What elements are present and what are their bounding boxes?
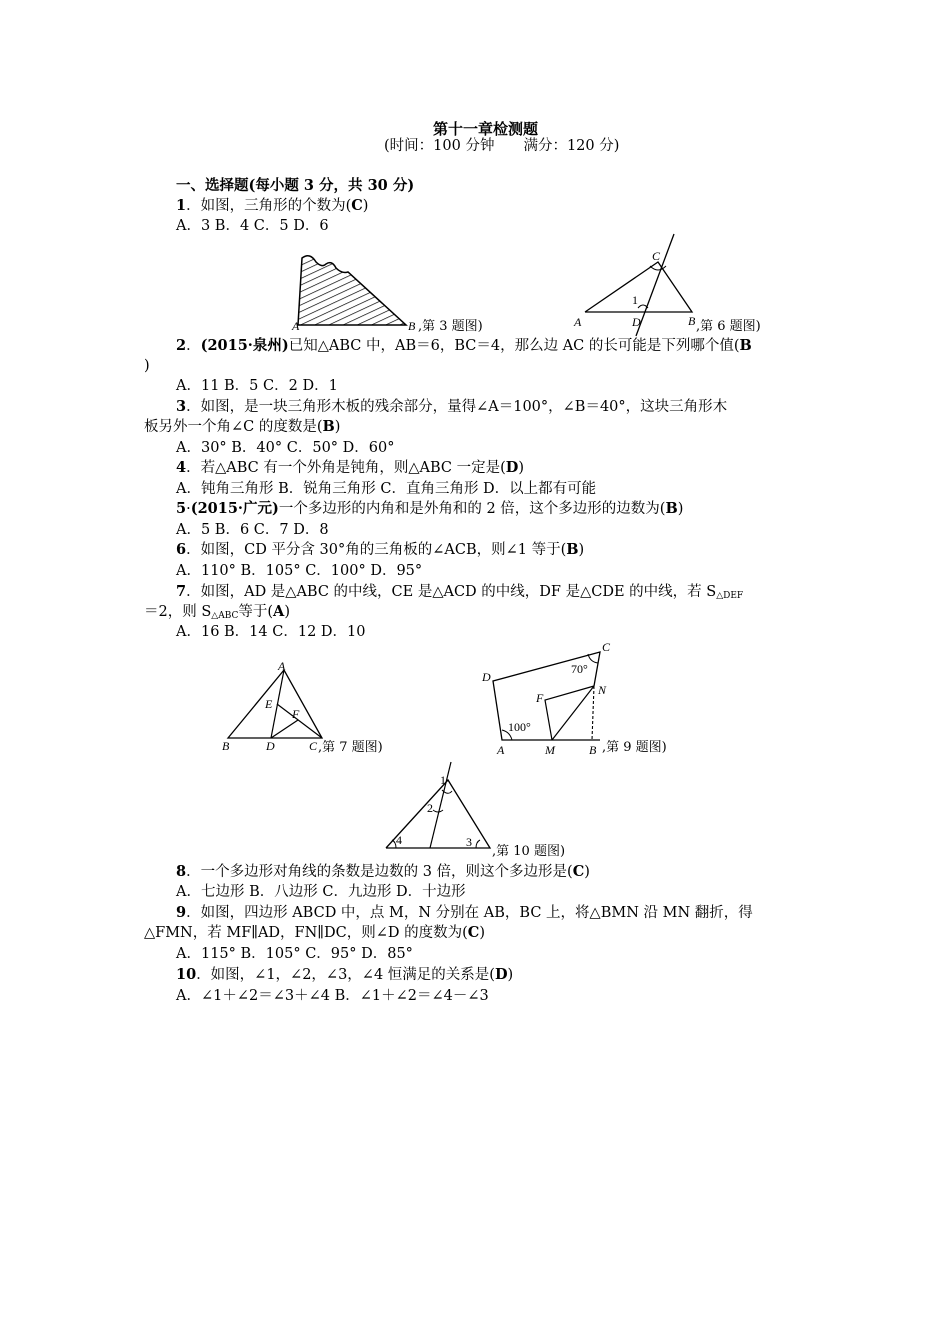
question-text: ＝2，则 S — [144, 604, 212, 620]
paren-close: ) — [578, 542, 585, 558]
question-text: ．若△ABC 有一个外角是钝角，则△ABC 一定是( — [186, 460, 506, 476]
question-text: 等于( — [238, 604, 274, 620]
paren-close: ) — [507, 967, 514, 983]
paren-close: ) — [677, 501, 684, 517]
question-2-options: A．11 B．5 C．2 D．1 — [176, 378, 338, 394]
question-8-options: A．七边形 B．八边形 C．九边形 D．十边形 — [176, 884, 466, 900]
paren-close: ) — [479, 925, 485, 941]
question-source: (2015·广元) — [190, 500, 279, 517]
question-text: ．一个多边形对角线的条数是边数的 3 倍，则这个多边形是( — [186, 864, 573, 880]
answer: B — [739, 337, 752, 354]
question-3-options: A．30° B．40° C．50° D．60° — [176, 440, 395, 456]
question-text: ．如图，CD 平分含 30°角的三角板的∠ACB，则∠1 等于( — [186, 542, 567, 558]
label-b: B — [688, 314, 696, 328]
question-9-cont — [144, 923, 485, 943]
paren-close: ) — [584, 864, 590, 880]
answer: C — [467, 924, 480, 941]
board-shape — [298, 256, 406, 325]
question-1 — [176, 196, 368, 216]
subscript: △ABC — [211, 611, 239, 621]
page-title: 第十一章检测题 — [433, 120, 539, 138]
answer: B — [665, 500, 678, 517]
label-e: E — [265, 697, 273, 711]
question-1-options: A．3 B．4 C．5 D．6 — [176, 218, 329, 234]
label-a: A — [292, 319, 300, 333]
question-text: ．如图，AD 是△ABC 的中线，CE 是△ACD 的中线，DF 是△CDE 的中线，若 S — [186, 584, 717, 600]
label-b: B — [222, 739, 230, 753]
section-heading: 一、选择题(每小题 3 分，共 30 分) — [176, 177, 415, 194]
question-text: 一个多边形的内角和是外角和的 2 倍，这个多边形的边数为( — [278, 501, 666, 517]
question-text: ．如图，四边形 ABCD 中，点 M，N 分别在 AB，BC 上，将△BMN 沿 MN 翻折，得 — [186, 905, 753, 921]
label-b: B — [408, 319, 416, 333]
question-5-options: A．5 B．6 C．7 D．8 — [176, 522, 329, 538]
angle-a: 100° — [508, 720, 531, 734]
page-subtitle: (时间：100 分钟 满分：120 分) — [384, 138, 620, 154]
question-text: 已知△ABC 中，AB＝6，BC＝4，那么边 AC 的长可能是下列哪个值( — [288, 338, 740, 354]
answer: B — [322, 418, 335, 435]
paren-close: ) — [144, 358, 150, 374]
question-number: 7 — [176, 583, 187, 600]
question-source: (2015·泉州) — [200, 337, 289, 354]
figure-caption: ,第 10 题图) — [492, 844, 566, 859]
figure-caption: ,第 7 题图) — [318, 740, 383, 755]
question-text: ．如图，是一块三角形木板的残余部分，量得∠A＝100°，∠B＝40°，这块三角形木 — [186, 399, 728, 415]
question-3 — [176, 397, 727, 417]
answer: A — [273, 603, 285, 620]
question-10-options: A．∠1＋∠2＝∠3＋∠4 B．∠1＋∠2＝∠4－∠3 — [176, 988, 489, 1004]
figure-3 — [290, 250, 520, 336]
question-10 — [176, 965, 513, 985]
figure-9 — [478, 638, 718, 758]
question-9-options: A．115° B．105° C．95° D．85° — [176, 946, 413, 962]
label-a: A — [497, 743, 505, 757]
label-f: F — [536, 691, 544, 705]
paren-close: ) — [362, 198, 369, 214]
label-c: C — [652, 249, 661, 263]
figure-caption: ,第 3 题图) — [418, 319, 483, 334]
question-number: 9 — [176, 904, 187, 921]
figure-caption: ,第 6 题图) — [696, 319, 761, 334]
figure-7 — [218, 658, 408, 758]
question-9 — [176, 903, 753, 923]
question-number: 1 — [176, 197, 187, 214]
question-6 — [176, 540, 584, 560]
answer: D — [494, 966, 508, 983]
question-text: ．如图，三角形的个数为( — [186, 198, 352, 214]
question-number: 6 — [176, 541, 187, 558]
figure-6 — [570, 232, 810, 338]
paren-close: ) — [518, 460, 525, 476]
question-2: 2．(2015·泉州)已知△ABC 中，AB＝6，BC＝4，那么边 AC 的长可能是下列哪个值(B — [176, 337, 752, 354]
label-a: A — [278, 659, 286, 673]
label-1: 1 — [440, 773, 446, 787]
label-1: 1 — [632, 293, 638, 307]
label-3: 3 — [466, 835, 472, 849]
answer: D — [505, 459, 519, 476]
question-number: 3 — [176, 398, 187, 415]
paren-close: ) — [284, 604, 290, 620]
label-a: A — [574, 315, 582, 329]
question-number: 8 — [176, 863, 187, 880]
label-c: C — [309, 739, 318, 753]
label-m: M — [545, 743, 555, 757]
question-4-options: A．钝角三角形 B．锐角三角形 C．直角三角形 D．以上都有可能 — [176, 481, 597, 497]
label-4: 4 — [396, 833, 402, 847]
label-c: C — [602, 640, 611, 654]
figure-caption: ,第 9 题图) — [602, 740, 667, 755]
question-number: 5 — [176, 500, 187, 517]
figure-10 — [378, 760, 588, 860]
question-text: △FMN，若 MF∥AD，FN∥DC，则∠D 的度数为( — [144, 925, 468, 941]
answer: C — [572, 863, 585, 880]
question-4 — [176, 458, 524, 478]
label-d: D — [482, 670, 491, 684]
label-2: 2 — [427, 801, 433, 815]
paren-close: ) — [334, 419, 341, 435]
question-7-options: A．16 B．14 C．12 D．10 — [176, 624, 366, 640]
subscript: △DEF — [716, 591, 744, 601]
question-3-cont — [144, 417, 340, 437]
answer: C — [351, 197, 363, 214]
question-number: 4 — [176, 459, 187, 476]
question-text: 板另外一个角∠C 的度数是( — [144, 419, 323, 435]
label-n: N — [598, 683, 607, 697]
question-6-options: A．110° B．105° C．100° D．95° — [176, 563, 423, 579]
label-d: D — [266, 739, 275, 753]
question-5: 5·(2015·广元)一个多边形的内角和是外角和的 2 倍，这个多边形的边数为(B) — [176, 500, 684, 517]
label-b: B — [589, 743, 597, 757]
answer: B — [566, 541, 579, 558]
question-number: 10 — [176, 966, 197, 983]
question-text: ．如图，∠1，∠2，∠3，∠4 恒满足的关系是( — [196, 967, 495, 983]
question-8 — [176, 862, 590, 882]
label-d: D — [632, 315, 641, 329]
label-f: F — [292, 707, 300, 721]
question-number: 2 — [176, 337, 187, 354]
angle-c: 70° — [571, 662, 588, 676]
